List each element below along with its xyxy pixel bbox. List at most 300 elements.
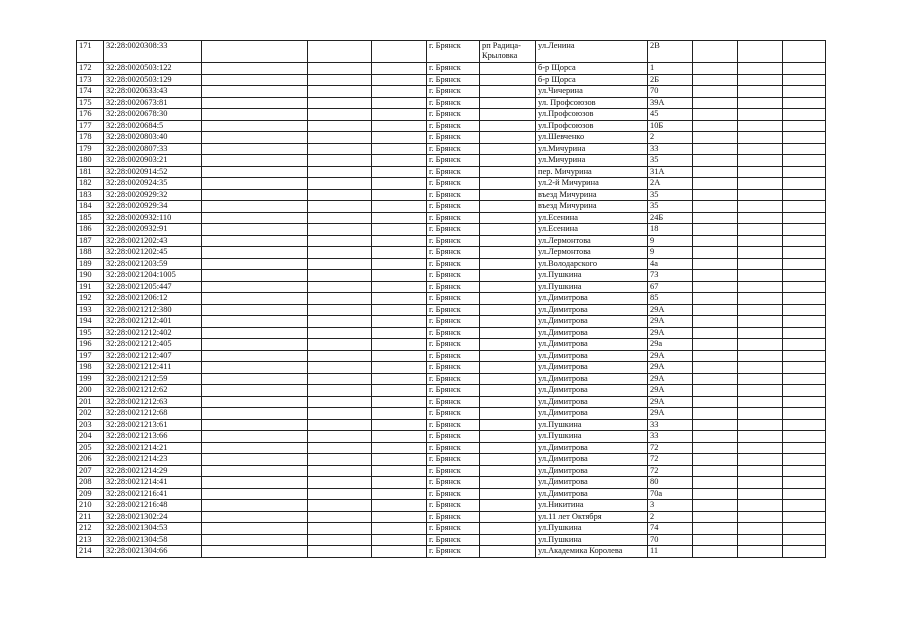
empty-cell [783,143,826,155]
house-number-cell: 39А [648,97,693,109]
city-cell: г. Брянск [427,143,480,155]
district-cell [480,63,536,75]
empty-cell [783,546,826,558]
cadastral-number-cell: 32:28:0020308:33 [104,41,202,63]
empty-cell [372,97,427,109]
empty-cell [372,155,427,167]
empty-cell [202,247,308,259]
empty-cell [783,178,826,190]
house-number-cell: 29А [648,373,693,385]
empty-cell [738,546,783,558]
empty-cell [202,316,308,328]
row-number-cell: 188 [77,247,104,259]
street-cell: ул.Пушкина [536,534,648,546]
house-number-cell: 74 [648,523,693,535]
empty-cell [308,235,372,247]
cadastral-number-cell: 32:28:0020684:5 [104,120,202,132]
empty-cell [202,546,308,558]
empty-cell [202,224,308,236]
empty-cell [738,442,783,454]
empty-cell [693,247,738,259]
empty-cell [738,396,783,408]
row-number-cell: 181 [77,166,104,178]
street-cell: ул.Пушкина [536,270,648,282]
row-number-cell: 202 [77,408,104,420]
street-cell: ул.Димитрова [536,477,648,489]
row-number-cell: 186 [77,224,104,236]
cadastral-number-cell: 32:28:0021202:43 [104,235,202,247]
empty-cell [693,166,738,178]
cadastral-number-cell: 32:28:0021304:66 [104,546,202,558]
empty-cell [372,143,427,155]
empty-cell [202,235,308,247]
house-number-cell: 35 [648,155,693,167]
empty-cell [202,488,308,500]
house-number-cell: 2 [648,511,693,523]
empty-cell [308,454,372,466]
empty-cell [308,523,372,535]
empty-cell [202,201,308,213]
empty-cell [372,212,427,224]
empty-cell [308,385,372,397]
cadastral-number-cell: 32:28:0021212:401 [104,316,202,328]
city-cell: г. Брянск [427,419,480,431]
street-cell: ул.Мичурина [536,143,648,155]
empty-cell [372,511,427,523]
empty-cell [372,477,427,489]
empty-cell [738,109,783,121]
table-row [77,454,826,466]
empty-cell [783,293,826,305]
street-cell: ул.Димитрова [536,316,648,328]
empty-cell [693,373,738,385]
row-number-cell: 194 [77,316,104,328]
empty-cell [783,419,826,431]
empty-cell [738,385,783,397]
cadastral-number-cell: 32:28:0021214:21 [104,442,202,454]
empty-cell [202,166,308,178]
empty-cell [738,270,783,282]
city-cell: г. Брянск [427,178,480,190]
city-cell: г. Брянск [427,132,480,144]
empty-cell [783,63,826,75]
district-cell [480,339,536,351]
empty-cell [202,86,308,98]
house-number-cell: 9 [648,247,693,259]
cadastral-number-cell: 32:28:0021202:45 [104,247,202,259]
street-cell: ул. Профсоюзов [536,97,648,109]
row-number-cell: 195 [77,327,104,339]
empty-cell [372,327,427,339]
row-number-cell: 189 [77,258,104,270]
empty-cell [738,454,783,466]
table-row [77,109,826,121]
empty-cell [738,511,783,523]
cadastral-number-cell: 32:28:0020932:91 [104,224,202,236]
table-row [77,419,826,431]
cadastral-number-cell: 32:28:0021212:402 [104,327,202,339]
table-row [77,258,826,270]
empty-cell [308,431,372,443]
empty-cell [372,293,427,305]
district-cell [480,201,536,213]
city-cell: г. Брянск [427,488,480,500]
row-number-cell: 205 [77,442,104,454]
empty-cell [783,523,826,535]
empty-cell [783,327,826,339]
empty-cell [308,546,372,558]
empty-cell [202,362,308,374]
empty-cell [693,350,738,362]
district-cell [480,247,536,259]
empty-cell [783,534,826,546]
empty-cell [202,500,308,512]
street-cell: ул.Профсоюзов [536,120,648,132]
street-cell: ул.Димитрова [536,454,648,466]
empty-cell [738,63,783,75]
row-number-cell: 207 [77,465,104,477]
district-cell [480,212,536,224]
empty-cell [693,396,738,408]
cadastral-number-cell: 32:28:0020673:81 [104,97,202,109]
street-cell: ул.Чичерина [536,86,648,98]
house-number-cell: 1 [648,63,693,75]
cadastral-number-cell: 32:28:0021213:61 [104,419,202,431]
district-cell [480,189,536,201]
cadastral-number-cell: 32:28:0020503:122 [104,63,202,75]
city-cell: г. Брянск [427,477,480,489]
empty-cell [738,281,783,293]
cadastral-number-cell: 32:28:0020503:129 [104,74,202,86]
street-cell: ул.Пушкина [536,523,648,535]
empty-cell [693,258,738,270]
table-row [77,143,826,155]
table-row [77,465,826,477]
street-cell: ул.Димитрова [536,385,648,397]
street-cell: ул.Ленина [536,41,648,63]
empty-cell [783,41,826,63]
empty-cell [738,327,783,339]
empty-cell [738,431,783,443]
empty-cell [308,201,372,213]
empty-cell [202,408,308,420]
empty-cell [738,189,783,201]
house-number-cell: 72 [648,454,693,466]
empty-cell [693,120,738,132]
city-cell: г. Брянск [427,224,480,236]
empty-cell [693,189,738,201]
row-number-cell: 177 [77,120,104,132]
row-number-cell: 173 [77,74,104,86]
empty-cell [372,373,427,385]
table-row [77,166,826,178]
empty-cell [202,339,308,351]
house-number-cell: 29А [648,304,693,316]
table-row [77,304,826,316]
house-number-cell: 73 [648,270,693,282]
empty-cell [693,270,738,282]
empty-cell [783,316,826,328]
empty-cell [308,339,372,351]
empty-cell [738,41,783,63]
house-number-cell: 70 [648,534,693,546]
table-row [77,442,826,454]
row-number-cell: 213 [77,534,104,546]
empty-cell [738,258,783,270]
street-cell: ул.Димитрова [536,465,648,477]
empty-cell [693,339,738,351]
street-cell: ул.Профсоюзов [536,109,648,121]
empty-cell [783,511,826,523]
district-cell [480,546,536,558]
empty-cell [693,385,738,397]
empty-cell [738,224,783,236]
district-cell [480,488,536,500]
empty-cell [372,247,427,259]
row-number-cell: 185 [77,212,104,224]
cadastral-number-cell: 32:28:0021204:1005 [104,270,202,282]
empty-cell [693,155,738,167]
empty-cell [308,419,372,431]
street-cell: ул.Димитрова [536,350,648,362]
house-number-cell: 33 [648,143,693,155]
empty-cell [372,396,427,408]
district-cell [480,304,536,316]
street-cell: ул.Пушкина [536,281,648,293]
house-number-cell: 3 [648,500,693,512]
row-number-cell: 198 [77,362,104,374]
house-number-cell: 33 [648,431,693,443]
table-row [77,385,826,397]
empty-cell [738,500,783,512]
empty-cell [202,304,308,316]
city-cell: г. Брянск [427,109,480,121]
empty-cell [693,212,738,224]
cadastral-number-cell: 32:28:0021304:53 [104,523,202,535]
empty-cell [693,534,738,546]
empty-cell [693,109,738,121]
empty-cell [308,408,372,420]
empty-cell [202,120,308,132]
table-row [77,74,826,86]
house-number-cell: 70а [648,488,693,500]
empty-cell [308,109,372,121]
house-number-cell: 29А [648,396,693,408]
empty-cell [308,327,372,339]
street-cell: ул.Шевченко [536,132,648,144]
empty-cell [783,339,826,351]
table-row [77,373,826,385]
empty-cell [738,488,783,500]
empty-cell [202,396,308,408]
street-cell: ул.11 лет Октября [536,511,648,523]
empty-cell [783,212,826,224]
district-cell [480,454,536,466]
table-row [77,396,826,408]
empty-cell [738,419,783,431]
empty-cell [308,465,372,477]
empty-cell [308,63,372,75]
empty-cell [738,408,783,420]
district-cell [480,120,536,132]
table-row [77,534,826,546]
house-number-cell: 70 [648,86,693,98]
district-cell [480,442,536,454]
house-number-cell: 10Б [648,120,693,132]
city-cell: г. Брянск [427,373,480,385]
empty-cell [783,258,826,270]
table-row [77,546,826,558]
empty-cell [308,373,372,385]
cadastral-number-cell: 32:28:0020803:40 [104,132,202,144]
street-cell: ул.Димитрова [536,373,648,385]
city-cell: г. Брянск [427,281,480,293]
empty-cell [783,477,826,489]
empty-cell [308,212,372,224]
cadastral-number-cell: 32:28:0021302:24 [104,511,202,523]
street-cell: б-р Щорса [536,74,648,86]
city-cell: г. Брянск [427,546,480,558]
empty-cell [693,41,738,63]
empty-cell [372,86,427,98]
empty-cell [738,465,783,477]
empty-cell [202,109,308,121]
street-cell: ул.Димитрова [536,293,648,305]
empty-cell [783,396,826,408]
table-row [77,511,826,523]
district-cell [480,155,536,167]
empty-cell [202,511,308,523]
house-number-cell: 35 [648,189,693,201]
table-row [77,431,826,443]
empty-cell [783,488,826,500]
empty-cell [308,304,372,316]
city-cell: г. Брянск [427,327,480,339]
table-row [77,178,826,190]
district-cell [480,281,536,293]
empty-cell [372,74,427,86]
table-row [77,362,826,374]
empty-cell [783,201,826,213]
row-number-cell: 193 [77,304,104,316]
empty-cell [783,235,826,247]
row-number-cell: 182 [77,178,104,190]
empty-cell [202,143,308,155]
empty-cell [372,235,427,247]
empty-cell [372,281,427,293]
empty-cell [202,293,308,305]
empty-cell [693,477,738,489]
district-cell [480,97,536,109]
empty-cell [372,166,427,178]
district-cell [480,316,536,328]
district-cell [480,350,536,362]
cadastral-number-cell: 32:28:0021214:41 [104,477,202,489]
empty-cell [202,442,308,454]
district-cell [480,224,536,236]
empty-cell [738,178,783,190]
empty-cell [693,316,738,328]
empty-cell [693,362,738,374]
empty-cell [202,523,308,535]
empty-cell [308,74,372,86]
street-cell: ул.Пушкина [536,431,648,443]
row-number-cell: 209 [77,488,104,500]
house-number-cell: 2А [648,178,693,190]
empty-cell [738,534,783,546]
table-row [77,97,826,109]
cadastral-number-cell: 32:28:0021214:23 [104,454,202,466]
cadastral-number-cell: 32:28:0021216:41 [104,488,202,500]
street-cell: ул.Димитрова [536,396,648,408]
empty-cell [783,224,826,236]
empty-cell [308,224,372,236]
house-number-cell: 18 [648,224,693,236]
empty-cell [308,41,372,63]
house-number-cell: 29А [648,362,693,374]
cadastral-number-cell: 32:28:0021212:68 [104,408,202,420]
empty-cell [738,143,783,155]
empty-cell [308,316,372,328]
street-cell: ул.Есенина [536,224,648,236]
empty-cell [308,281,372,293]
street-cell: въезд Мичурина [536,201,648,213]
table-row [77,270,826,282]
empty-cell [783,442,826,454]
row-number-cell: 174 [77,86,104,98]
empty-cell [202,385,308,397]
empty-cell [783,270,826,282]
empty-cell [693,304,738,316]
empty-cell [783,74,826,86]
city-cell: г. Брянск [427,86,480,98]
city-cell: г. Брянск [427,316,480,328]
city-cell: г. Брянск [427,270,480,282]
empty-cell [693,293,738,305]
row-number-cell: 180 [77,155,104,167]
city-cell: г. Брянск [427,120,480,132]
table-row [77,488,826,500]
empty-cell [693,442,738,454]
empty-cell [783,454,826,466]
table-row [77,63,826,75]
table-row [77,132,826,144]
empty-cell [372,224,427,236]
district-cell [480,327,536,339]
empty-cell [693,97,738,109]
cadastral-number-cell: 32:28:0021205:447 [104,281,202,293]
empty-cell [693,74,738,86]
empty-cell [693,86,738,98]
cadastral-number-cell: 32:28:0021212:63 [104,396,202,408]
city-cell: г. Брянск [427,339,480,351]
empty-cell [783,431,826,443]
cadastral-number-cell: 32:28:0020678:30 [104,109,202,121]
empty-cell [693,546,738,558]
row-number-cell: 211 [77,511,104,523]
empty-cell [372,523,427,535]
house-number-cell: 11 [648,546,693,558]
empty-cell [308,362,372,374]
row-number-cell: 212 [77,523,104,535]
city-cell: г. Брянск [427,212,480,224]
house-number-cell: 67 [648,281,693,293]
district-cell [480,74,536,86]
table-row [77,350,826,362]
empty-cell [783,373,826,385]
empty-cell [372,304,427,316]
table-row [77,86,826,98]
